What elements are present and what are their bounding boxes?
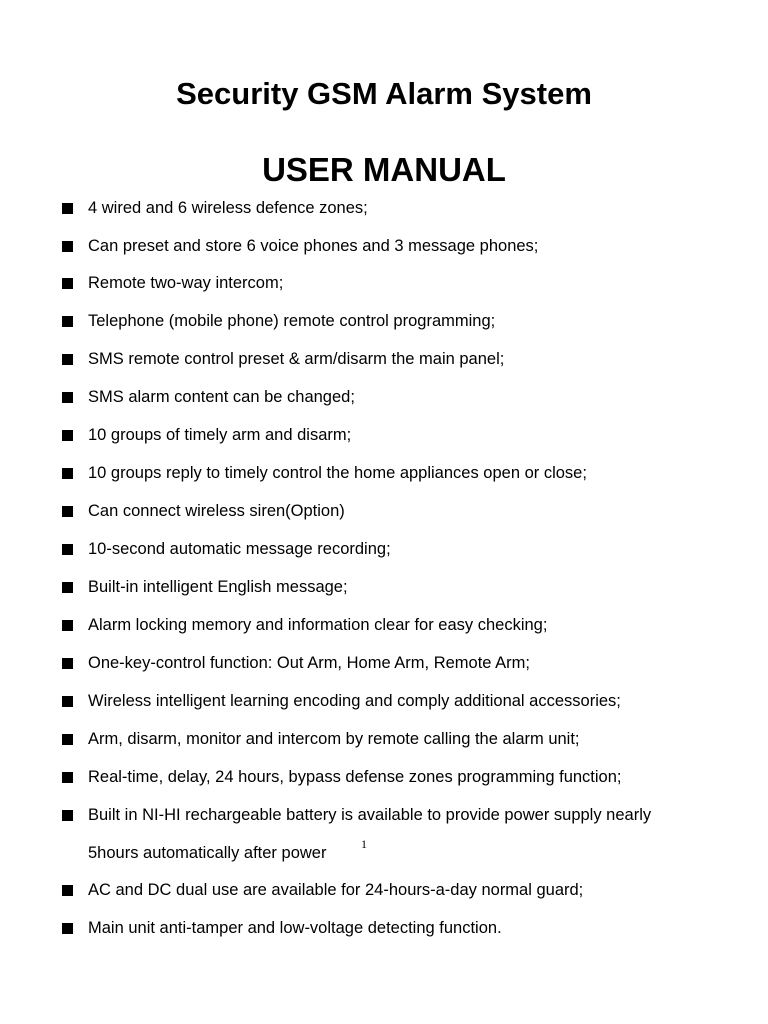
square-bullet-icon xyxy=(62,544,73,555)
list-item-text: Can preset and store 6 voice phones and 3 message phones; xyxy=(88,237,539,255)
square-bullet-icon xyxy=(62,316,73,327)
square-bullet-icon xyxy=(62,923,73,934)
square-bullet-icon xyxy=(62,810,73,821)
square-bullet-icon xyxy=(62,392,73,403)
list-item-text: Main unit anti-tamper and low-voltage detecting function. xyxy=(88,919,502,937)
list-item-text: Wireless intelligent learning encoding and comply additional accessories; xyxy=(88,692,621,710)
square-bullet-icon xyxy=(62,772,73,783)
list-item-text: 10-second automatic message recording; xyxy=(88,540,391,558)
list-item-text: Telephone (mobile phone) remote control programming; xyxy=(88,312,496,330)
list-item-text: Arm, disarm, monitor and intercom by remote calling the alarm unit; xyxy=(88,730,580,748)
square-bullet-icon xyxy=(62,885,73,896)
square-bullet-icon xyxy=(62,582,73,593)
square-bullet-icon xyxy=(62,278,73,289)
list-item-text: SMS remote control preset & arm/disarm the main panel; xyxy=(88,350,505,368)
list-item-continuation: 5hours automatically after power xyxy=(88,844,327,862)
list-item-text: One-key-control function: Out Arm, Home Arm, Remote Arm; xyxy=(88,654,530,672)
list-item-text: 4 wired and 6 wireless defence zones; xyxy=(88,199,368,217)
list-item-text: Alarm locking memory and information clear for easy checking; xyxy=(88,616,548,634)
square-bullet-icon xyxy=(62,203,73,214)
list-item-text: Can connect wireless siren(Option) xyxy=(88,502,345,520)
list-item-text: Built in NI-HI rechargeable battery is available to provide power supply nearly xyxy=(88,806,652,824)
square-bullet-icon xyxy=(62,430,73,441)
list-item-text: AC and DC dual use are available for 24-hours-a-day normal guard; xyxy=(88,881,584,899)
list-item-text: Real-time, delay, 24 hours, bypass defense zones programming function; xyxy=(88,768,622,786)
square-bullet-icon xyxy=(62,696,73,707)
document-title: Security GSM Alarm System xyxy=(176,76,592,111)
list-item-text: Built-in intelligent English message; xyxy=(88,578,348,596)
list-item-text: SMS alarm content can be changed; xyxy=(88,388,355,406)
square-bullet-icon xyxy=(62,658,73,669)
document-subtitle: USER MANUAL xyxy=(262,151,506,188)
list-item-text: 10 groups reply to timely control the home appliances open or close; xyxy=(88,464,587,482)
page-number: 1 xyxy=(361,837,367,851)
square-bullet-icon xyxy=(62,468,73,479)
list-item-text: Remote two-way intercom; xyxy=(88,274,284,292)
square-bullet-icon xyxy=(62,241,73,252)
list-item-text: 10 groups of timely arm and disarm; xyxy=(88,426,352,444)
square-bullet-icon xyxy=(62,620,73,631)
square-bullet-icon xyxy=(62,734,73,745)
square-bullet-icon xyxy=(62,354,73,365)
square-bullet-icon xyxy=(62,506,73,517)
